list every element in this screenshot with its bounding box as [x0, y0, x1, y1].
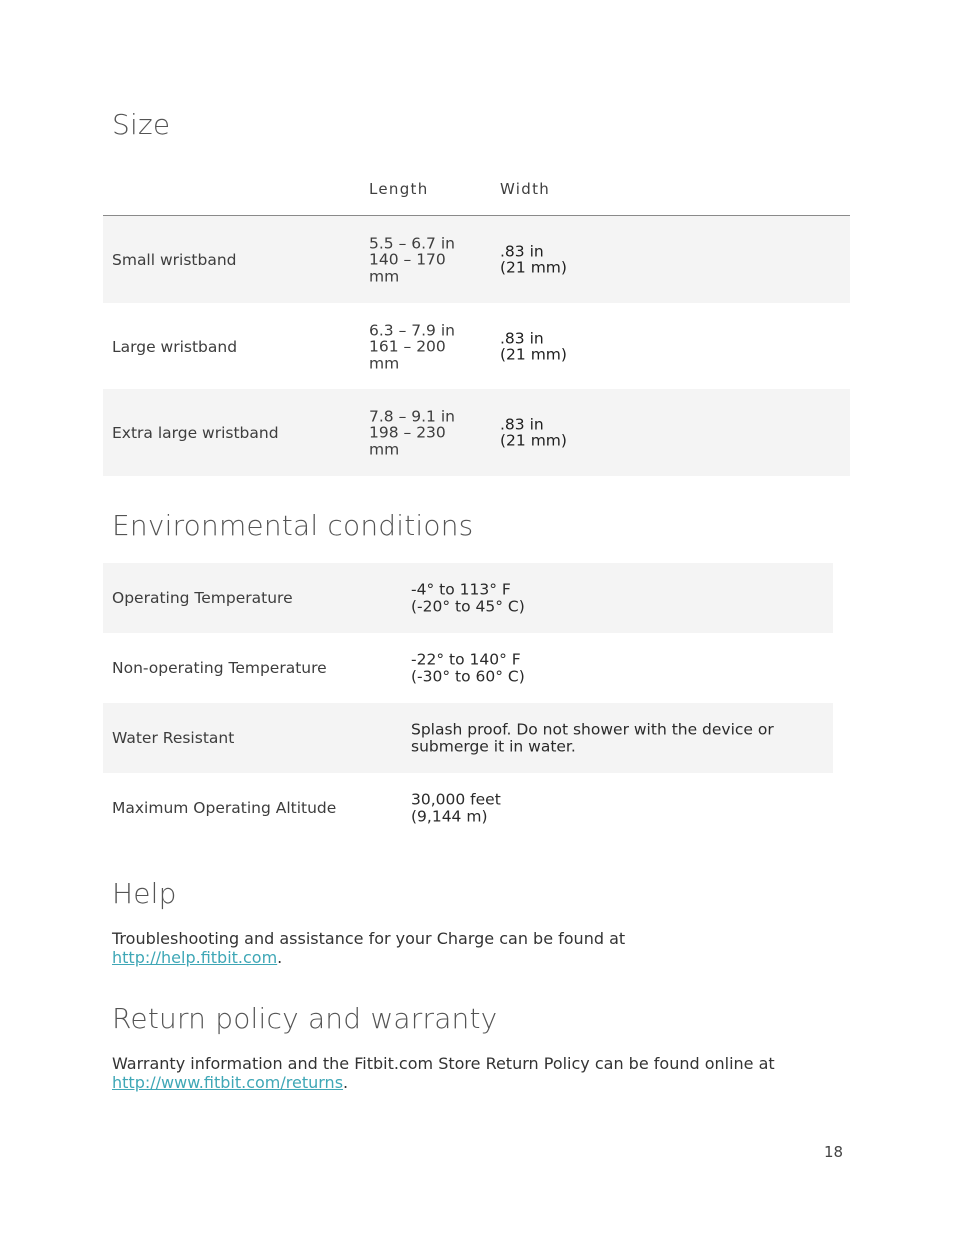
- page-number: 18: [824, 1143, 844, 1161]
- env-row-max-altitude: [103, 773, 833, 843]
- env-row-operating-temperature: [103, 563, 833, 633]
- env-row-non-operating-temperature: [103, 633, 833, 703]
- env-row-label: Water Resistant: [112, 728, 235, 747]
- size-row-length: 5.5 – 6.7 in 140 – 170 mm: [369, 233, 455, 285]
- size-row-small: [103, 216, 850, 303]
- size-table-header: [103, 176, 850, 216]
- env-row-value: Splash proof. Do not shower with the device or submerge it in water.: [411, 720, 774, 755]
- help-paragraph: [112, 929, 842, 967]
- env-row-label: Maximum Operating Altitude: [112, 798, 337, 817]
- size-row-width: .83 in (21 mm): [500, 415, 567, 450]
- returns-paragraph: [112, 1054, 842, 1092]
- size-row-length: 7.8 – 9.1 in 198 – 230 mm: [369, 406, 455, 458]
- env-row-value: -22° to 140° F (-30° to 60° C): [411, 650, 525, 685]
- env-row-water-resistant: [103, 703, 833, 773]
- env-row-value: -4° to 113° F (-20° to 45° C): [411, 580, 525, 615]
- width-column-header: Width: [500, 180, 551, 198]
- help-link[interactable]: http://help.fitbit.com: [112, 948, 278, 967]
- size-row-large: [103, 303, 850, 390]
- env-row-label: Operating Temperature: [112, 588, 293, 607]
- size-row-length: 6.3 – 7.9 in 161 – 200 mm: [369, 320, 455, 372]
- environmental-heading: Environmental conditions: [112, 509, 474, 542]
- help-text: Troubleshooting and assistance for your Charge can be found at: [112, 929, 626, 948]
- returns-link[interactable]: http://www.fitbit.com/returns: [112, 1073, 344, 1092]
- returns-suffix: .: [343, 1073, 349, 1092]
- length-column-header: Length: [369, 180, 429, 198]
- env-row-value: 30,000 feet (9,144 m): [411, 790, 501, 825]
- size-heading: Size: [112, 108, 171, 141]
- size-row-label: Small wristband: [112, 250, 237, 269]
- returns-heading: Return policy and warranty: [112, 1002, 498, 1035]
- size-row-extra-large: [103, 389, 850, 476]
- returns-text: Warranty information and the Fitbit.com Store Return Policy can be found online at: [112, 1054, 775, 1073]
- env-row-label: Non-operating Temperature: [112, 658, 327, 677]
- size-row-label: Extra large wristband: [112, 423, 279, 442]
- help-heading: Help: [112, 877, 177, 910]
- help-suffix: .: [277, 948, 283, 967]
- size-row-width: .83 in (21 mm): [500, 242, 567, 277]
- size-row-width: .83 in (21 mm): [500, 329, 567, 364]
- size-row-label: Large wristband: [112, 337, 238, 356]
